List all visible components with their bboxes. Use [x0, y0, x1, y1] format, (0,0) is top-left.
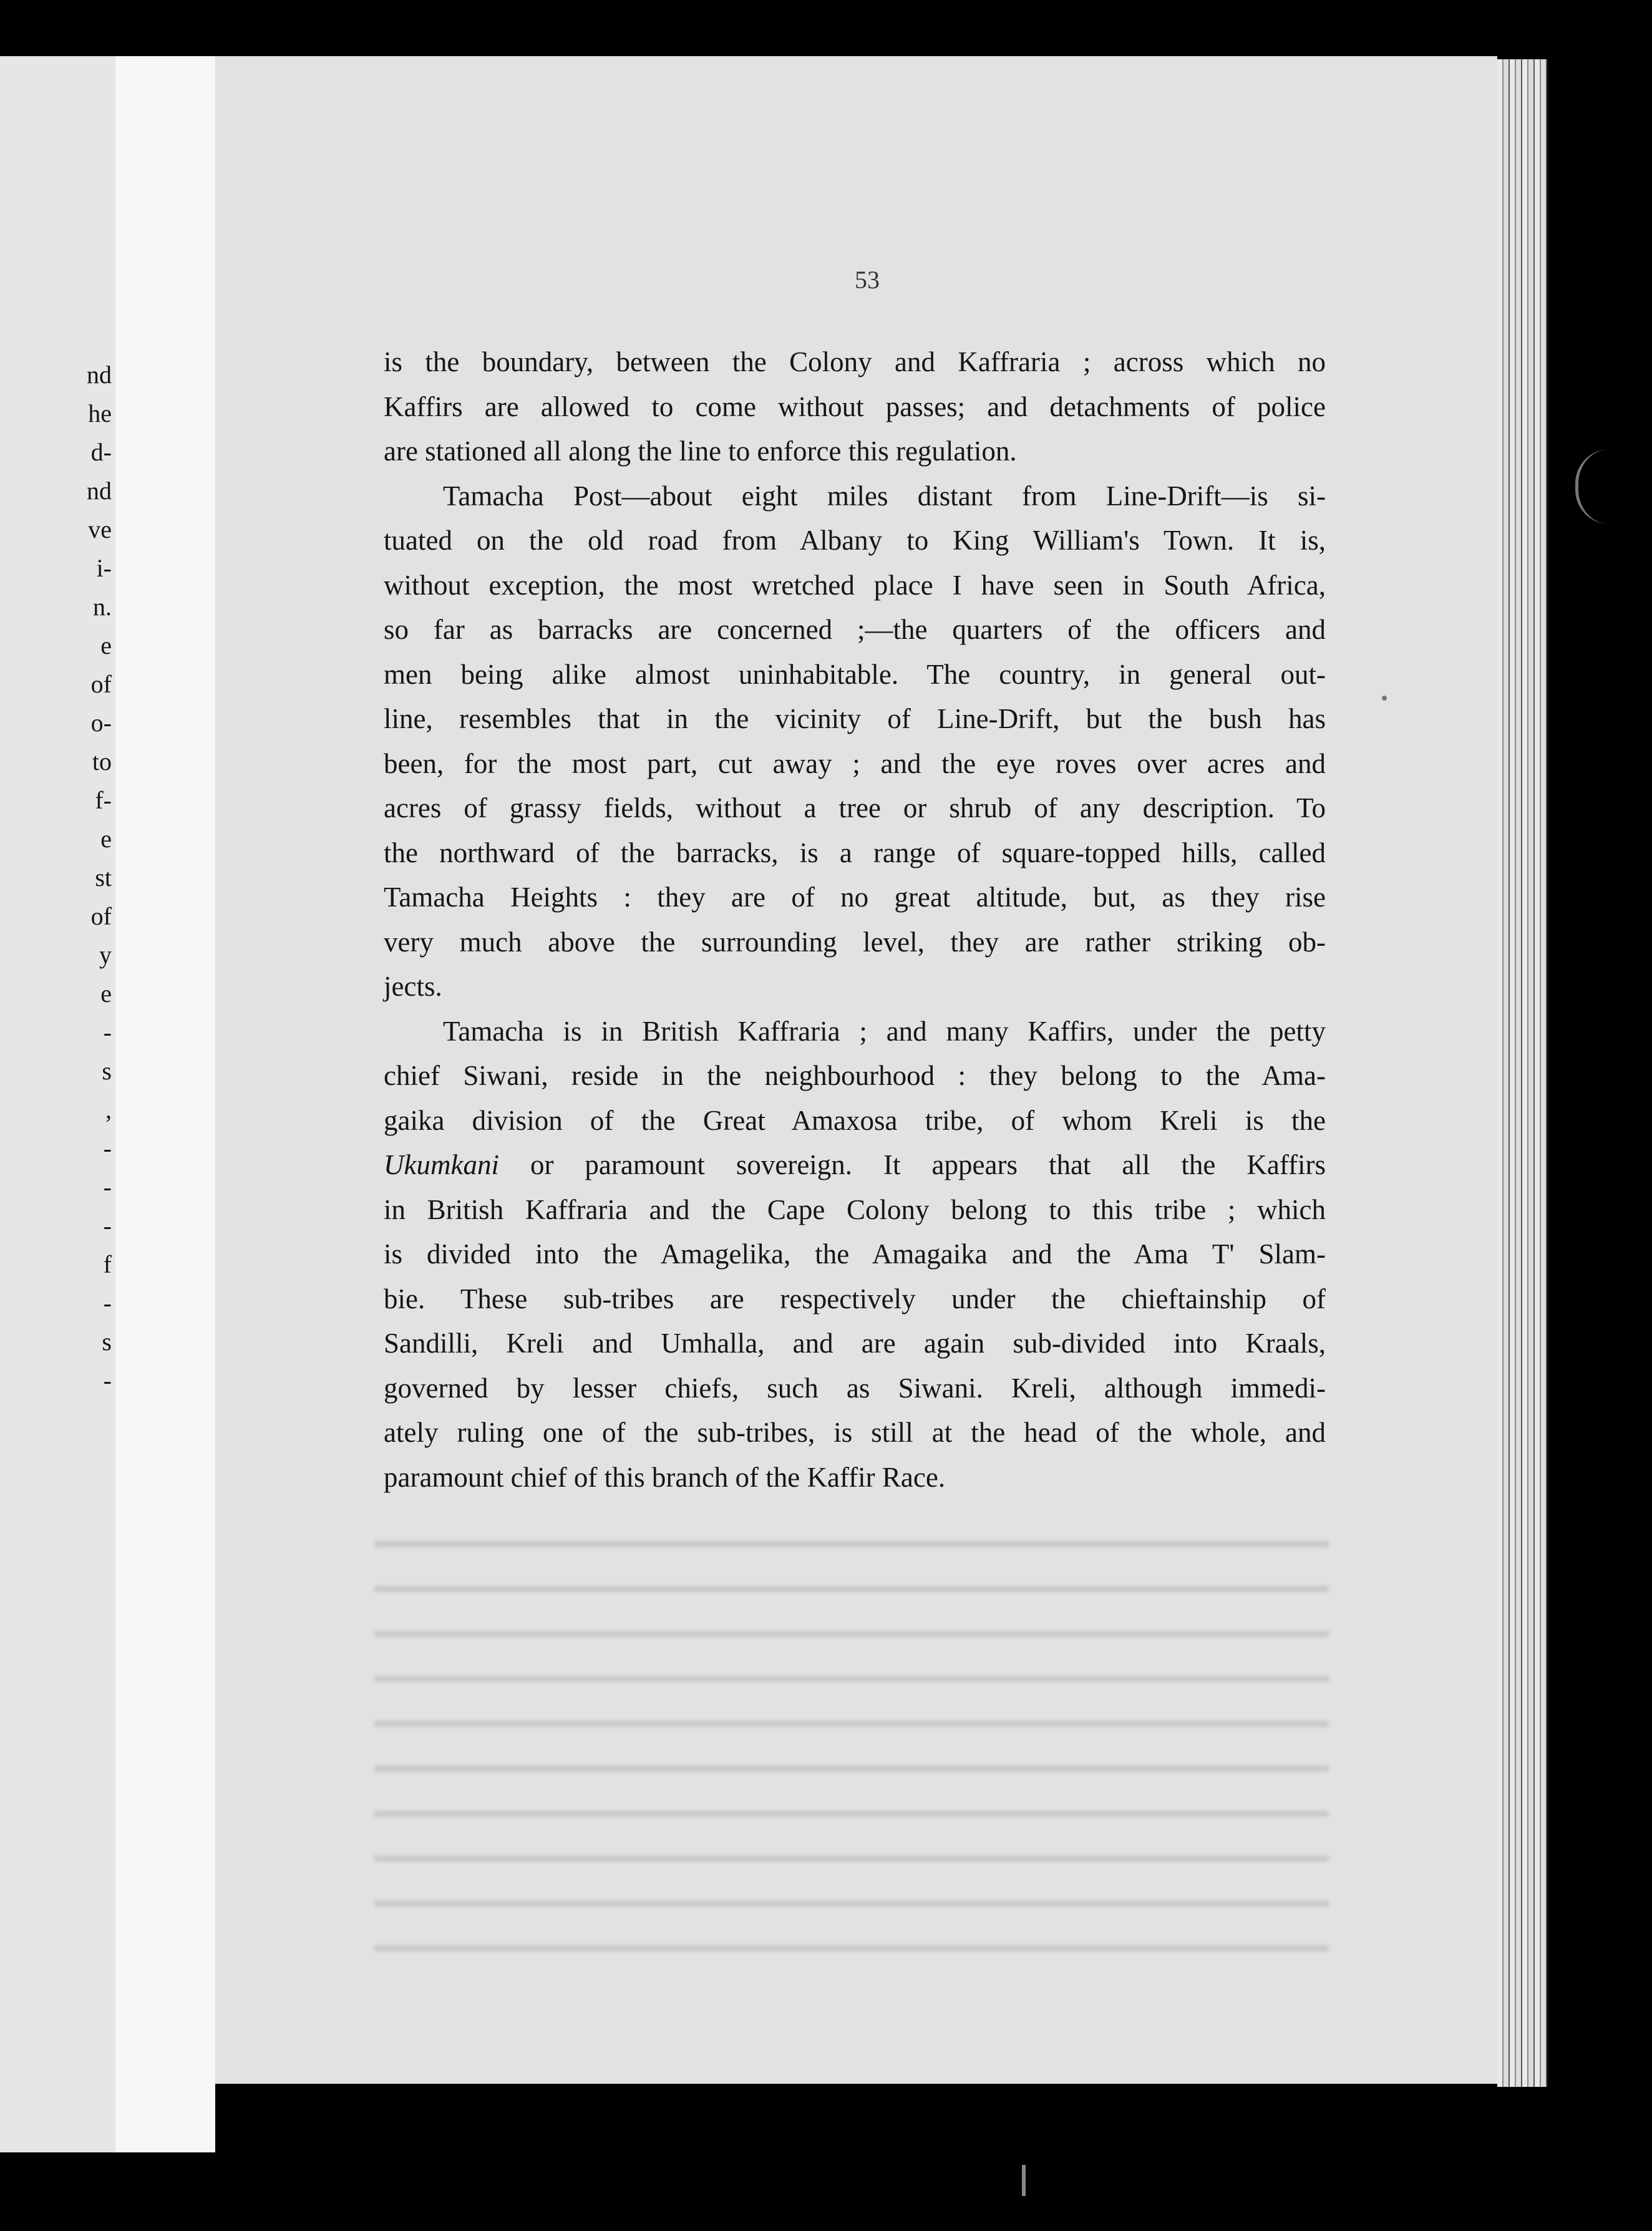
- facing-page-fragment: i-: [96, 554, 112, 582]
- facing-page-fragment: ,: [105, 1096, 112, 1124]
- text-line: Sandilli, Kreli and Umhalla, and are again sub-divided into Kraals,: [384, 1328, 1326, 1359]
- margin-dot-mark: [1382, 696, 1387, 701]
- text-line: very much above the surrounding level, they are rather striking ob-: [384, 926, 1326, 958]
- facing-page-fragment: -: [103, 1212, 112, 1240]
- facing-page-fragment: to: [92, 747, 112, 775]
- body-text: [384, 340, 1326, 1500]
- book-gutter: [115, 56, 215, 2152]
- facing-page-fragment: o-: [90, 709, 112, 737]
- text-line: so far as barracks are concerned ;—the quarters of the officers and: [384, 614, 1326, 645]
- text-line: acres of grassy fields, without a tree or shrub of any description. To: [384, 792, 1326, 824]
- facing-page-fragment: s: [102, 1057, 112, 1085]
- facing-page-fragment: st: [95, 863, 112, 892]
- facing-page-fragment: -: [103, 1366, 112, 1394]
- facing-page-fragment: -: [103, 1289, 112, 1317]
- text-line: line, resembles that in the vicinity of Line-Drift, but the bush has: [384, 703, 1326, 734]
- text-line: paramount chief of this branch of the Kaffir Race.: [384, 1461, 946, 1493]
- facing-page-fragment: e: [100, 979, 112, 1008]
- text-line: bie. These sub-tribes are respectively under the chieftainship of: [384, 1283, 1326, 1315]
- facing-page-fragment: ve: [88, 515, 112, 543]
- text-line: been, for the most part, cut away ; and the eye roves over acres and: [384, 747, 1326, 779]
- text-line: without exception, the most wretched place I have seen in South Africa,: [384, 569, 1326, 601]
- facing-page-fragment: d-: [90, 438, 112, 466]
- text-line: Tamacha Heights : they are of no great altitude, but, as they rise: [384, 882, 1326, 913]
- facing-page-fragment: e: [100, 631, 112, 659]
- text-line: ately ruling one of the sub-tribes, is still at the head of the whole, and: [384, 1417, 1326, 1448]
- text-line: men being alike almost uninhabitable. The country, in general out-: [384, 658, 1326, 690]
- facing-page: [0, 56, 115, 2152]
- facing-page-fragment: n.: [93, 593, 112, 621]
- facing-page-fragment: of: [90, 902, 112, 930]
- text-line: chief Siwani, reside in the neighbourhood : they belong to the Ama-: [384, 1060, 1326, 1091]
- facing-page-fragment: f-: [95, 786, 112, 814]
- text-line: tuated on the old road from Albany to King William's Town. It is,: [384, 525, 1326, 556]
- page-edges: [1497, 59, 1547, 2087]
- text-line: Tamacha is in British Kaffraria ; and many Kaffirs, under the petty: [443, 1015, 1326, 1047]
- facing-page-fragment: of: [90, 670, 112, 698]
- text-line: Tamacha Post—about eight miles distant from Line-Drift—is si-: [443, 480, 1326, 512]
- show-through-text: [374, 1516, 1329, 1953]
- facing-page-fragment: nd: [87, 361, 112, 389]
- margin-bracket-mark: [1575, 449, 1610, 524]
- facing-page-fragment: -: [103, 1134, 112, 1162]
- facing-page-fragment: -: [103, 1173, 112, 1201]
- facing-page-fragment: -: [103, 1018, 112, 1046]
- text-line: are stationed all along the line to enforce this regulation.: [384, 435, 1017, 467]
- text-line: jects.: [384, 971, 442, 1002]
- facing-page-fragment: s: [102, 1328, 112, 1356]
- facing-page-fragment: y: [99, 941, 112, 969]
- text-line: in British Kaffraria and the Cape Colony belong to this tribe ; which: [384, 1193, 1326, 1225]
- facing-page-fragment: nd: [87, 477, 112, 505]
- text-line: Ukumkani or paramount sovereign. It appears that all the Kaffirs: [384, 1149, 1326, 1180]
- text-line: Kaffirs are allowed to come without passes; and detachments of police: [384, 391, 1326, 422]
- facing-page-fragment: e: [100, 825, 112, 853]
- footer-mark: [1022, 2165, 1026, 2196]
- facing-page-fragment: f: [103, 1250, 112, 1278]
- text-line: is the boundary, between the Colony and Kaffraria ; across which no: [384, 346, 1326, 377]
- text-line: governed by lesser chiefs, such as Siwani. Kreli, although immedi-: [384, 1372, 1326, 1404]
- text-line: gaika division of the Great Amaxosa tribe, of whom Kreli is the: [384, 1104, 1326, 1136]
- page-number: 53: [855, 266, 880, 294]
- text-line: is divided into the Amagelika, the Amagaika and the Ama T' Slam-: [384, 1238, 1326, 1270]
- facing-page-fragment: he: [88, 399, 112, 427]
- facing-page-text-fragments: [37, 356, 112, 1400]
- text-line: the northward of the barracks, is a range of square-topped hills, called: [384, 837, 1326, 868]
